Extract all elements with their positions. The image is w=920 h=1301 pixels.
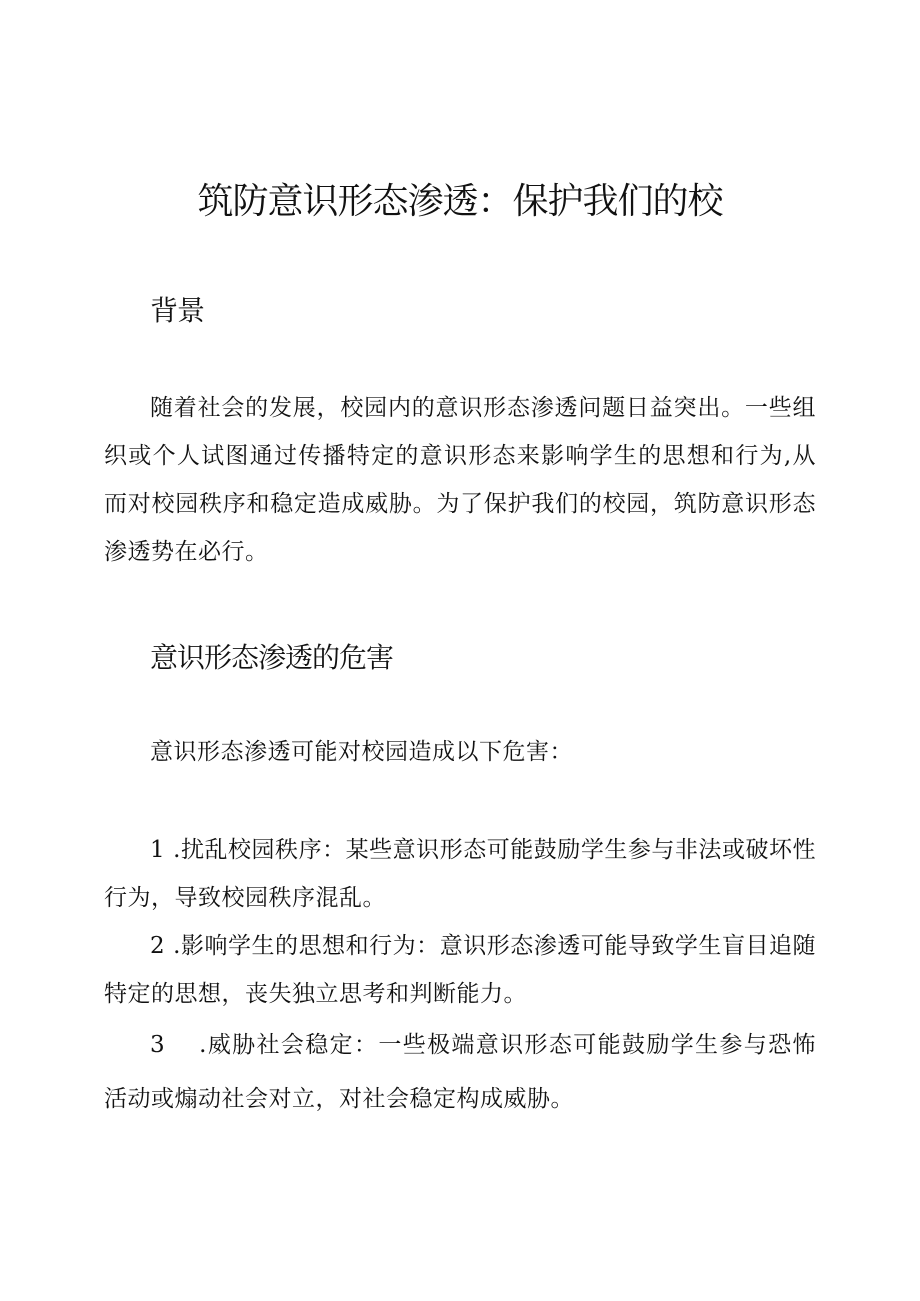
harms-intro: 意识形态渗透可能对校园造成以下危害： [150,739,573,765]
section-heading-background: 背景 [150,294,205,327]
harm-item-number: 1 [150,837,166,863]
harm-item-text: .威胁社会稳定：一些极端意识形态可能鼓励学生参与恐怖活动或煽动社会对立，对社会稳定构成威胁。 [104,1032,816,1112]
harm-item-1 [104,826,816,922]
harm-item-number: 2 [150,933,166,959]
document-title: 筑防意识形态渗透：保护我们的校 [197,181,723,222]
harm-item-text: .扰乱校园秩序：某些意识形态可能鼓励学生参与非法或破坏性行为，导致校园秩序混乱。 [104,837,816,911]
section-heading-harms: 意识形态渗透的危害 [150,641,394,674]
harm-item-3 [104,1018,816,1126]
background-paragraph: 随着社会的发展，校园内的意识形态渗透问题日益突出。一些组织或个人试图通过传播特定的意识形态来影响学生的思想和行为,从而对校园秩序和稳定造成威胁。为了保护我们的校园，筑防意识形态渗透势在必行。 [104,395,816,565]
harm-item-2 [104,922,816,1018]
harm-item-text: .影响学生的思想和行为：意识形态渗透可能导致学生盲目追随特定的思想，丧失独立思考和判断能力。 [104,933,816,1007]
harm-item-number: 3 [150,1032,166,1058]
